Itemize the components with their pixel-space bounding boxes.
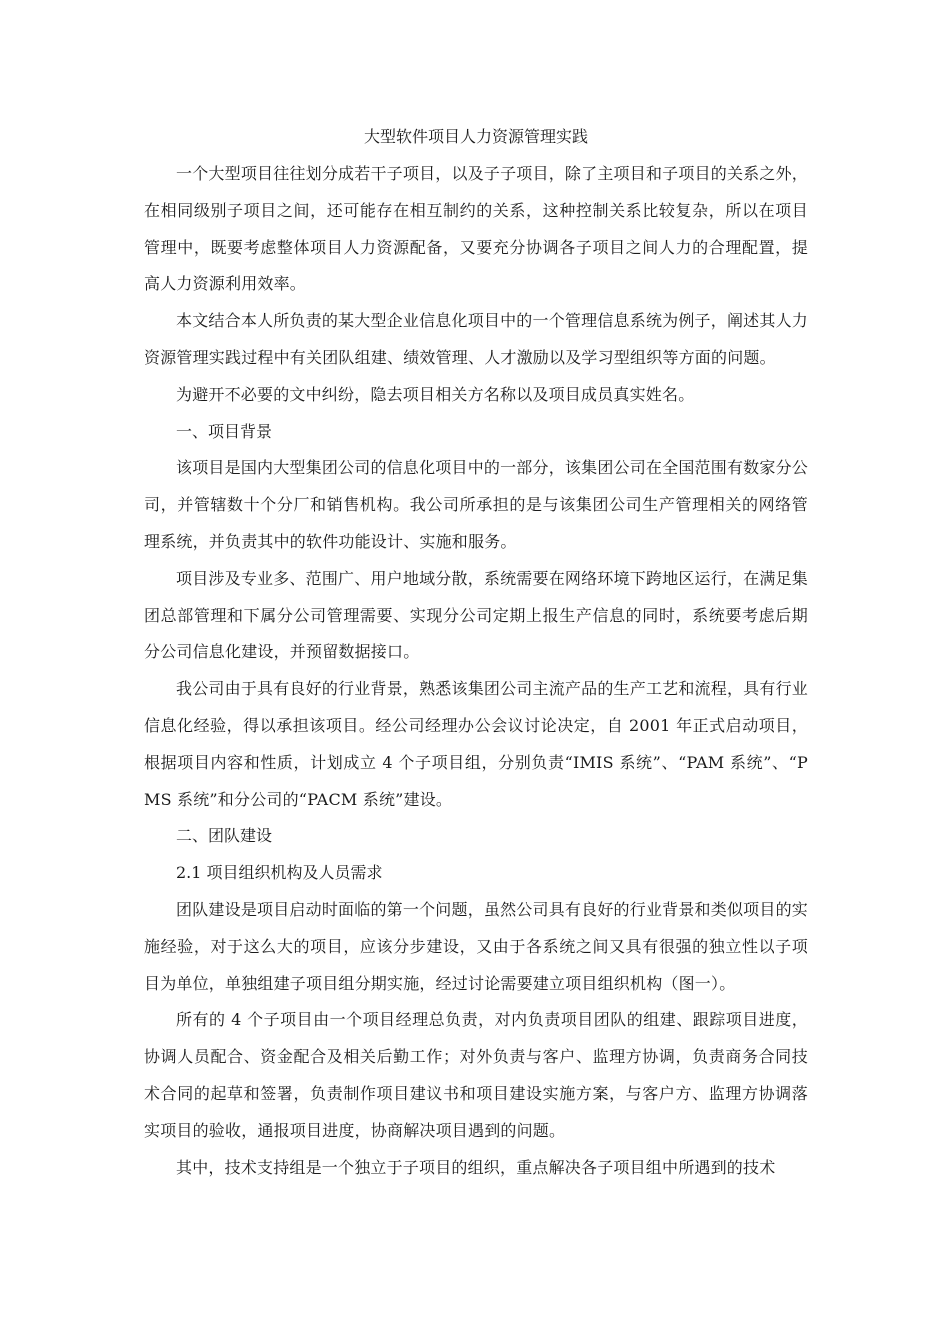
team-paragraph-3: 其中，技术支持组是一个独立于子项目的组织，重点解决各子项目组中所遇到的技术 <box>176 1157 776 1177</box>
team-paragraph-1: 团队建设是项目启动时面临的第一个问题，虽然公司具有良好的行业背景和类似项目的实施经验，对于这么大的项目，应该分步建设，又由于各系统之间又具有很强的独立性以子项目为单位，单独组建子项目组分期实施，经过讨论需要建立项目组织机构（图一）。 <box>144 899 808 993</box>
section-heading-background: 一、项目背景 <box>176 421 273 441</box>
intro-paragraph-1: 一个大型项目往往划分成若干子项目，以及子子项目，除了主项目和子项目的关系之外，在相同级别子项目之间，还可能存在相互制约的关系，这种控制关系比较复杂，所以在项目管理中，既要考虑整体项目人力资源配备，又要充分协调各子项目之间人力的合理配置，提高人力资源利用效率。 <box>144 164 808 294</box>
intro-paragraph-2: 本文结合本人所负责的某大型企业信息化项目中的一个管理信息系统为例子，阐述其人力资源管理实践过程中有关团队组建、绩效管理、人才激励以及学习型组织等方面的问题。 <box>144 311 808 367</box>
background-paragraph-2: 项目涉及专业多、范围广、用户地域分散，系统需要在网络环境下跨地区运行，在满足集团总部管理和下属分公司管理需要、实现分公司定期上报生产信息的同时，系统要考虑后期分公司信息化建设，并预留数据接口。 <box>144 568 808 662</box>
background-paragraph-3: 我公司由于具有良好的行业背景，熟悉该集团公司主流产品的生产工艺和流程，具有行业信息化经验，得以承担该项目。经公司经理办公会议讨论决定，自 2001 年正式启动项目，根据项目内容和性质，计划成立 4 个子项目组，分别负责“IMIS 系统”、“PAM 系统”、“PMS 系统”和分公司的“PACM 系统”建设。 <box>144 679 808 809</box>
background-paragraph-1: 该项目是国内大型集团公司的信息化项目中的一部分，该集团公司在全国范围有数家分公司，并管辖数十个分厂和销售机构。我公司所承担的是与该集团公司生产管理相关的网络管理系统，并负责其中的软件功能设计、实施和服务。 <box>144 458 808 551</box>
team-paragraph-2: 所有的 4 个子项目由一个项目经理总负责，对内负责项目团队的组建、跟踪项目进度，协调人员配合、资金配合及相关后勤工作；对外负责与客户、监理方协调，负责商务合同技术合同的起草和签署，负责制作项目建议书和项目建设实施方案，与客户方、监理方协调落实项目的验收，通报项目进度，协商解决项目遇到的问题。 <box>144 1010 808 1140</box>
document-title: 大型软件项目人力资源管理实践 <box>363 127 588 146</box>
document-page <box>144 112 808 1186</box>
section-heading-team: 二、团队建设 <box>176 826 273 846</box>
intro-paragraph-3: 为避开不必要的文中纠纷，隐去项目相关方名称以及项目成员真实姓名。 <box>176 384 695 404</box>
subsection-heading-organization: 2.1 项目组织机构及人员需求 <box>176 863 383 883</box>
